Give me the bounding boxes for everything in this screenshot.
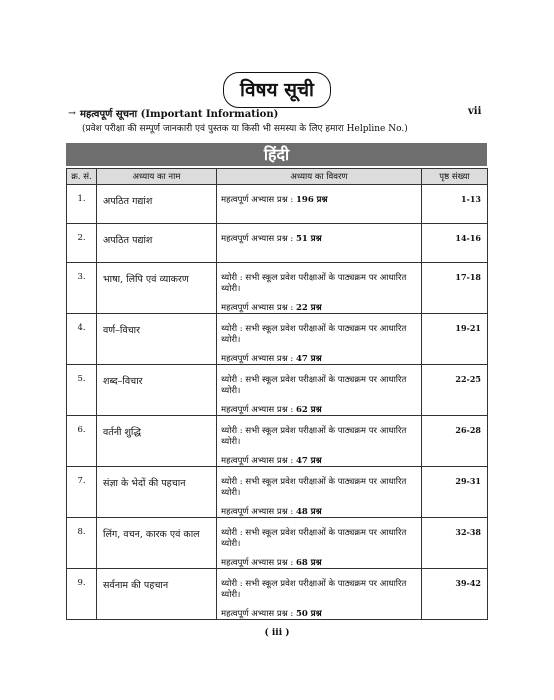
row-serial: 7.: [67, 467, 97, 518]
row-chapter-details: [217, 365, 422, 416]
table-row: [67, 263, 488, 314]
practice-count: 68 प्रश्न: [295, 558, 322, 568]
practice-label: महत्वपूर्ण अभ्यास प्रश्न :: [221, 456, 296, 466]
table-row: [67, 224, 488, 263]
table-row: [67, 365, 488, 416]
page-title: विषय सूची: [223, 72, 331, 108]
practice-count: 51 प्रश्न: [295, 234, 322, 244]
row-chapter-name: वर्ण–विचार: [97, 314, 217, 365]
practice-line: [221, 506, 417, 517]
practice-line: [221, 353, 417, 364]
row-serial: 8.: [67, 518, 97, 569]
row-serial: 1.: [67, 185, 97, 224]
header-chapter-name: अध्याय का नाम: [97, 169, 217, 185]
row-chapter-details: [217, 263, 422, 314]
row-chapter-details: [217, 518, 422, 569]
practice-count: 22 प्रश्न: [295, 303, 322, 313]
row-serial: 3.: [67, 263, 97, 314]
practice-label: महत्वपूर्ण अभ्यास प्रश्न :: [221, 405, 296, 415]
row-chapter-details: [217, 569, 422, 620]
practice-count: 62 प्रश्न: [295, 405, 322, 415]
header-page-numbers: पृष्ठ संख्या: [422, 169, 488, 185]
row-chapter-details: [217, 416, 422, 467]
header-serial: क्र. सं.: [67, 169, 97, 185]
practice-count: 47 प्रश्न: [295, 456, 322, 466]
practice-count: 47 प्रश्न: [295, 354, 322, 364]
practice-count: 50 प्रश्न: [295, 609, 322, 619]
theory-text: थ्योरी : सभी स्कूल प्रवेश परीक्षाओं के पाठ्यक्रम पर आधारित थ्योरी।: [221, 375, 407, 396]
practice-line: [221, 233, 417, 244]
row-pages: 1-13: [422, 185, 488, 224]
row-serial: 4.: [67, 314, 97, 365]
practice-label: महत्वपूर्ण अभ्यास प्रश्न :: [221, 195, 296, 205]
row-serial: 9.: [67, 569, 97, 620]
important-info-heading-line: [68, 106, 508, 120]
theory-text: थ्योरी : सभी स्कूल प्रवेश परीक्षाओं के पाठ्यक्रम पर आधारित थ्योरी।: [221, 273, 407, 294]
row-chapter-name: संज्ञा के भेदों की पहचान: [97, 467, 217, 518]
row-pages: 26-28: [422, 416, 488, 467]
row-pages: 17-18: [422, 263, 488, 314]
row-chapter-details: [217, 185, 422, 224]
section-banner: हिंदी: [66, 143, 487, 166]
row-chapter-name: शब्द–विचार: [97, 365, 217, 416]
row-chapter-name: अपठित पद्यांश: [97, 224, 217, 263]
row-chapter-details: [217, 224, 422, 263]
important-info-note: (प्रवेश परीक्षा की सम्पूर्ण जानकारी एवं पुस्तक या किसी भी समस्या के लिए हमारा Helpline No.): [82, 124, 408, 134]
practice-label: महत्वपूर्ण अभ्यास प्रश्न :: [221, 558, 296, 568]
theory-text: थ्योरी : सभी स्कूल प्रवेश परीक्षाओं के पाठ्यक्रम पर आधारित थ्योरी।: [221, 426, 407, 447]
row-pages: 14-16: [422, 224, 488, 263]
practice-label: महत्वपूर्ण अभ्यास प्रश्न :: [221, 303, 296, 313]
practice-count: 48 प्रश्न: [295, 507, 322, 517]
contents-table-body: [67, 185, 488, 620]
theory-text: थ्योरी : सभी स्कूल प्रवेश परीक्षाओं के पाठ्यक्रम पर आधारित थ्योरी।: [221, 324, 407, 345]
practice-count: 196 प्रश्न: [295, 195, 328, 205]
practice-label: महत्वपूर्ण अभ्यास प्रश्न :: [221, 354, 296, 364]
practice-line: [221, 455, 417, 466]
important-info-heading: महत्वपूर्ण सूचना (Important Information): [79, 109, 279, 120]
row-chapter-details: [217, 467, 422, 518]
row-serial: 2.: [67, 224, 97, 263]
row-pages: 39-42: [422, 569, 488, 620]
row-chapter-details: [217, 314, 422, 365]
row-chapter-name: भाषा, लिपि एवं व्याकरण: [97, 263, 217, 314]
table-row: [67, 314, 488, 365]
contents-table: [66, 168, 488, 620]
row-pages: 19-21: [422, 314, 488, 365]
practice-line: [221, 404, 417, 415]
row-pages: 22-25: [422, 365, 488, 416]
row-chapter-name: अपठित गद्यांश: [97, 185, 217, 224]
important-info: [68, 106, 508, 134]
theory-text: थ्योरी : सभी स्कूल प्रवेश परीक्षाओं के पाठ्यक्रम पर आधारित थ्योरी।: [221, 477, 407, 498]
practice-label: महत्वपूर्ण अभ्यास प्रश्न :: [221, 234, 296, 244]
table-header-row: [67, 169, 488, 185]
row-pages: 32-38: [422, 518, 488, 569]
row-serial: 6.: [67, 416, 97, 467]
table-row: [67, 185, 488, 224]
practice-line: [221, 302, 417, 313]
row-chapter-name: सर्वनाम की पहचान: [97, 569, 217, 620]
footer-page-number: ( iii ): [264, 628, 290, 638]
roman-page-number: vii: [468, 106, 482, 117]
theory-text: थ्योरी : सभी स्कूल प्रवेश परीक्षाओं के पाठ्यक्रम पर आधारित थ्योरी।: [221, 528, 407, 549]
arrow-icon: →: [68, 107, 76, 119]
theory-text: थ्योरी : सभी स्कूल प्रवेश परीक्षाओं के पाठ्यक्रम पर आधारित थ्योरी।: [221, 579, 407, 600]
header-chapter-details: अध्याय का विवरण: [217, 169, 422, 185]
practice-label: महत्वपूर्ण अभ्यास प्रश्न :: [221, 507, 296, 517]
practice-line: [221, 557, 417, 568]
row-serial: 5.: [67, 365, 97, 416]
practice-line: [221, 194, 417, 205]
table-row: [67, 569, 488, 620]
row-pages: 29-31: [422, 467, 488, 518]
table-row: [67, 416, 488, 467]
practice-line: [221, 608, 417, 619]
row-chapter-name: वर्तनी शुद्धि: [97, 416, 217, 467]
table-row: [67, 467, 488, 518]
title-wrapper: [0, 72, 554, 108]
table-row: [67, 518, 488, 569]
practice-label: महत्वपूर्ण अभ्यास प्रश्न :: [221, 609, 296, 619]
row-chapter-name: लिंग, वचन, कारक एवं काल: [97, 518, 217, 569]
